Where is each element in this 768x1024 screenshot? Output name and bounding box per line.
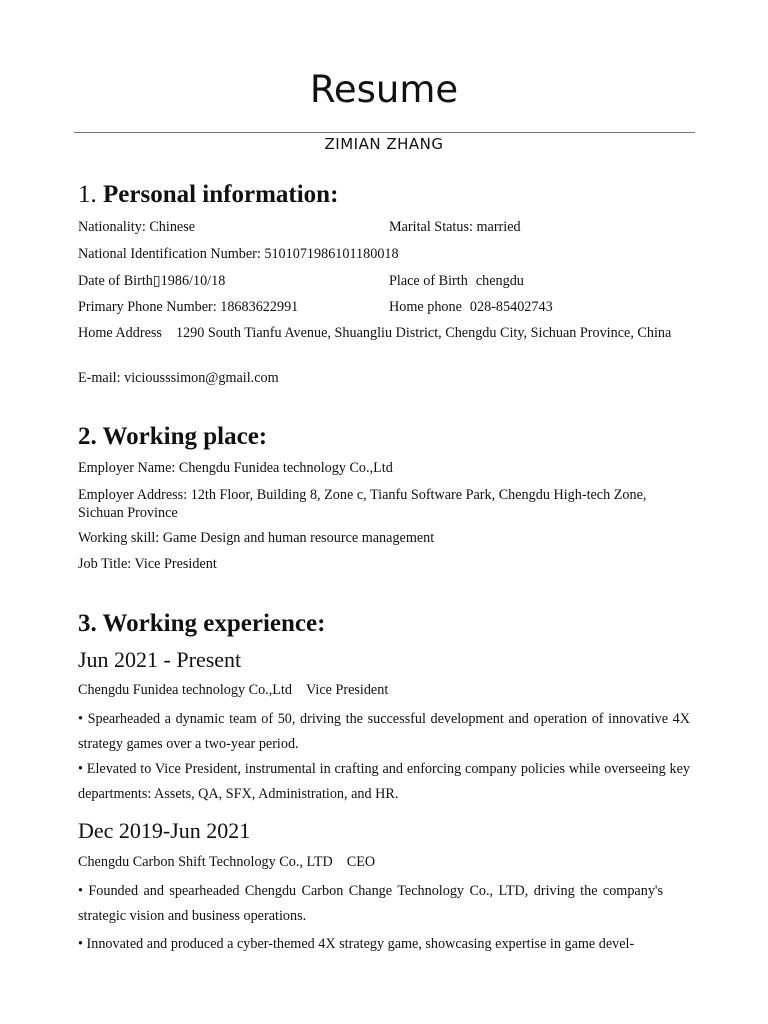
home-phone-label: Home phone [389,299,462,315]
place-of-birth [389,272,524,290]
job-period: Dec 2019-Jun 2021 [78,818,251,843]
title-divider [74,132,695,133]
nationality: Nationality: Chinese [78,219,196,235]
candidate-name: ZIMIAN ZHANG [324,135,444,153]
job-title: Job Title: Vice President [78,556,217,572]
working-skill: Working skill: Game Design and human resource management [78,530,435,546]
national-id: National Identification Number: 5101071986101180018 [78,246,399,262]
home-address [78,324,684,342]
job-role: CEO [346,854,376,870]
job-company: Chengdu Funidea technology Co.,Ltd [78,682,292,698]
employer-address: Employer Address: 12th Floor, Building 8, Zone c, Tianfu Software Park, Chengdu High-tech Zone, Sichuan Province [78,487,647,521]
section-number: 1. [78,181,97,208]
place-of-birth-value: chengdu [475,273,524,289]
resume-title: Resume [309,68,459,111]
job-bullet: • Spearheaded a dynamic team of 50, driving the successful development and operation of innovative 4X strategy games over a two-year period. [78,711,690,752]
home-phone-value: 028-85402743 [469,299,553,315]
job-company-role [78,681,690,699]
job-company-role [78,853,690,871]
job-period: Jun 2021 - Present [78,647,242,672]
marital-status: Marital Status: married [389,219,521,235]
date-of-birth: Date of Birth▯1986/10/18 [78,273,226,289]
place-of-birth-label: Place of Birth [389,273,468,289]
job-role: Vice President [305,682,389,698]
section-working-place-heading: 2. Working place: [78,423,268,450]
job-bullet: • Founded and spearheaded Chengdu Carbon Change Technology Co., LTD, driving the company's strategic vision and business operations. [78,883,663,924]
home-address-value: 1290 South Tianfu Avenue, Shuangliu District, Chengdu City, Sichuan Province, China [175,325,672,341]
employer-name: Employer Name: Chengdu Funidea technology Co.,Ltd [78,460,393,476]
job-bullet: • Innovated and produced a cyber-themed 4X strategy game, showcasing expertise in game devel- [78,936,635,952]
email: E-mail: viciousssimon@gmail.com [78,370,279,386]
section-personal-heading [78,180,338,210]
job-bullet: • Elevated to Vice President, instrumental in crafting and enforcing company policies while overseeing key departments: Assets, QA, SFX, Administration, and HR. [78,761,690,802]
job-company: Chengdu Carbon Shift Technology Co., LTD [78,854,333,870]
primary-phone: Primary Phone Number: 18683622991 [78,299,299,315]
home-address-label: Home Address [78,325,162,341]
section-title: Personal information: [103,181,339,208]
section-experience-heading: 3. Working experience: [78,610,326,637]
home-phone [389,298,553,316]
